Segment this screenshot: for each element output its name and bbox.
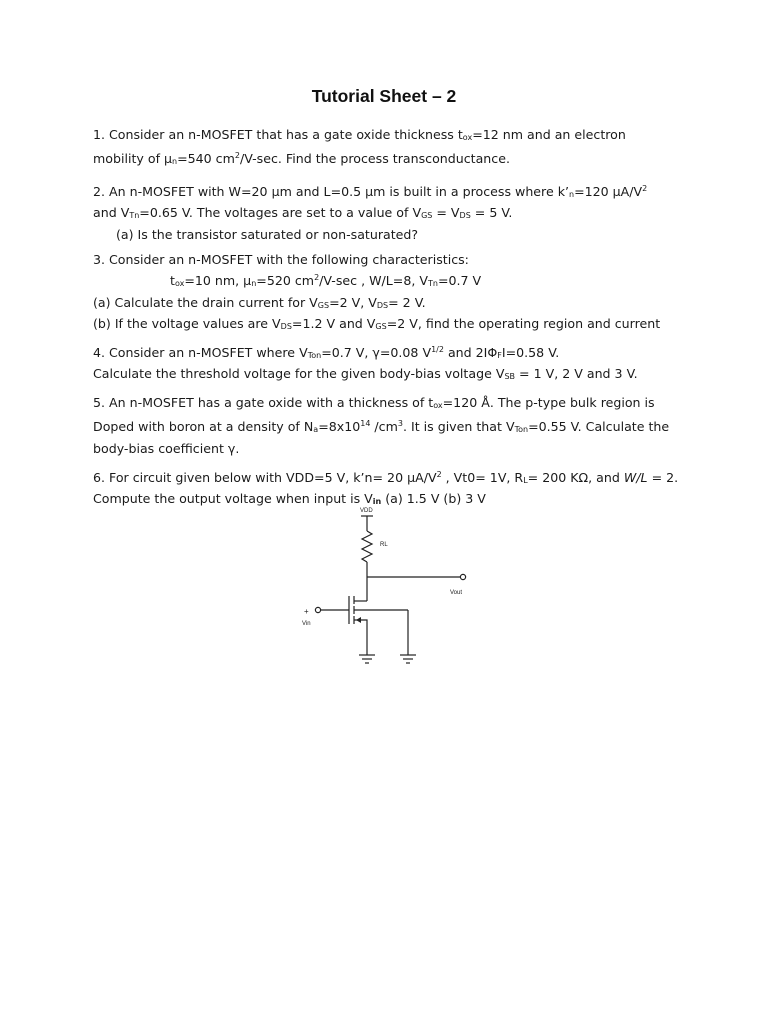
text: (a) Calculate the drain current for V <box>93 294 318 310</box>
text: =0.55 V. Calculate the <box>528 419 670 435</box>
text: = 2. <box>647 470 679 485</box>
subscript: DS <box>280 322 292 332</box>
subscript: ox <box>174 279 185 289</box>
subscript: Tn <box>427 279 438 289</box>
text: 1. Consider an n-MOSFET that has a gate oxide thickness t <box>93 127 463 142</box>
source-connection <box>354 620 367 655</box>
text: =0.65 V. The voltages are set to a value of V <box>139 205 422 221</box>
subscript: Tn <box>129 211 140 221</box>
text: =1.2 V and V <box>291 316 376 332</box>
subscript: in <box>372 497 382 507</box>
source-arrow <box>356 617 361 623</box>
text: . It is given that V <box>402 419 515 435</box>
text: 4. Consider an n-MOSFET where V <box>93 345 308 360</box>
text: (a) 1.5 V (b) 3 V <box>381 491 486 507</box>
input-terminal <box>315 607 320 612</box>
question-3-line-2 <box>93 269 660 293</box>
plus-label: + <box>304 607 309 616</box>
rl-label: RL <box>380 542 388 548</box>
text: =120 Å. The p-type bulk region is <box>442 395 655 410</box>
text: 5. An n-MOSFET has a gate oxide with a thickness of t <box>93 395 434 410</box>
question-3-line-1: 3. Consider an n-MOSFET with the following characteristics: <box>93 252 469 267</box>
question-5-line-1 <box>93 394 669 415</box>
question-5-line-2 <box>93 415 669 439</box>
text: , Vt0= 1V, R <box>441 470 524 485</box>
text: Compute the output voltage when input is V <box>93 491 373 507</box>
text: =520 cm <box>256 273 315 289</box>
question-4-line-1 <box>93 341 638 365</box>
subscript: a <box>313 425 319 435</box>
text: (b) If the voltage values are V <box>93 316 281 332</box>
question-5 <box>93 394 669 458</box>
subscript: ox <box>462 133 473 142</box>
text: = 200 KΩ, and <box>527 470 624 485</box>
question-2-line-3: (a) Is the transistor saturated or non-saturated? <box>116 226 419 242</box>
text: =8x10 <box>318 419 361 435</box>
subscript: ox <box>433 401 443 410</box>
text: = 5 V. <box>470 205 513 221</box>
text: and 2IΦ <box>443 345 498 360</box>
question-1 <box>93 126 626 172</box>
text: Doped with boron at a density of N <box>93 419 314 435</box>
subscript: GS <box>317 300 330 310</box>
text: =2 V, find the operating region and current <box>386 316 661 332</box>
text: 6. For circuit given below with VDD=5 V, k’n= 20 μA/V <box>93 470 437 485</box>
text: /V-sec. Find the process transconductance. <box>239 151 510 167</box>
text: =2 V, V <box>329 294 377 310</box>
text: W/L <box>623 470 648 485</box>
text: =12 nm and an electron <box>472 127 626 142</box>
question-2-line-1 <box>93 180 647 204</box>
text: = 1 V, 2 V and 3 V. <box>515 366 638 382</box>
question-6-line-1 <box>93 466 678 490</box>
text: /cm <box>370 419 398 435</box>
subscript: GS <box>375 322 387 332</box>
subscript: GS <box>421 211 433 221</box>
subscript: n <box>569 190 575 199</box>
subscript: Ton <box>514 425 529 435</box>
text: 2. An n-MOSFET with W=20 μm and L=0.5 μm is built in a process where k’ <box>93 184 569 199</box>
text: =0.7 V, γ=0.08 V <box>321 345 432 360</box>
question-4 <box>93 341 638 387</box>
vin-label: Vin <box>302 621 311 627</box>
text: =10 nm, μ <box>184 273 252 289</box>
text: Calculate the threshold voltage for the given body-bias voltage V <box>93 366 505 382</box>
output-terminal <box>460 574 465 579</box>
text: =120 μA/V <box>574 184 643 199</box>
text: t <box>170 273 175 289</box>
load-resistor <box>362 531 372 562</box>
superscript: 2 <box>234 151 240 161</box>
subscript: n <box>251 279 257 289</box>
subscript: n <box>172 157 178 167</box>
text: = V <box>432 205 460 221</box>
superscript: 1/2 <box>431 345 444 354</box>
superscript: 2 <box>642 184 648 193</box>
text: mobility of μ <box>93 151 173 167</box>
vout-label: Vout <box>450 590 463 596</box>
vdd-label: VDD <box>360 508 373 514</box>
text: =540 cm <box>177 151 235 167</box>
text: =0.7 V <box>437 273 482 289</box>
superscript: 2 <box>436 470 442 479</box>
text: and V <box>93 205 130 221</box>
question-3-line-3 <box>93 294 660 315</box>
subscript: SB <box>504 372 516 382</box>
page-title: Tutorial Sheet – 2 <box>311 86 457 106</box>
superscript: 2 <box>314 273 320 283</box>
text: = 2 V. <box>388 294 426 310</box>
text: I=0.58 V. <box>501 345 560 360</box>
question-4-line-2 <box>93 365 638 386</box>
question-1-line-1 <box>93 126 626 147</box>
superscript: 14 <box>360 419 371 429</box>
text: /V-sec , W/L=8, V <box>319 273 428 289</box>
subscript: DS <box>376 300 389 310</box>
question-2-line-2 <box>93 204 647 225</box>
question-3 <box>93 251 660 337</box>
subscript: L <box>523 476 528 485</box>
question-1-line-2 <box>93 147 626 171</box>
question-3-line-4 <box>93 315 660 336</box>
question-2 <box>93 180 647 244</box>
subscript: DS <box>459 211 471 221</box>
subscript: Ton <box>307 351 322 360</box>
nmos-resistive-load-circuit <box>290 503 490 673</box>
question-5-line-3: body-bias coefficient γ. <box>93 440 240 456</box>
subscript: F <box>497 351 502 360</box>
superscript: 3 <box>397 419 403 429</box>
